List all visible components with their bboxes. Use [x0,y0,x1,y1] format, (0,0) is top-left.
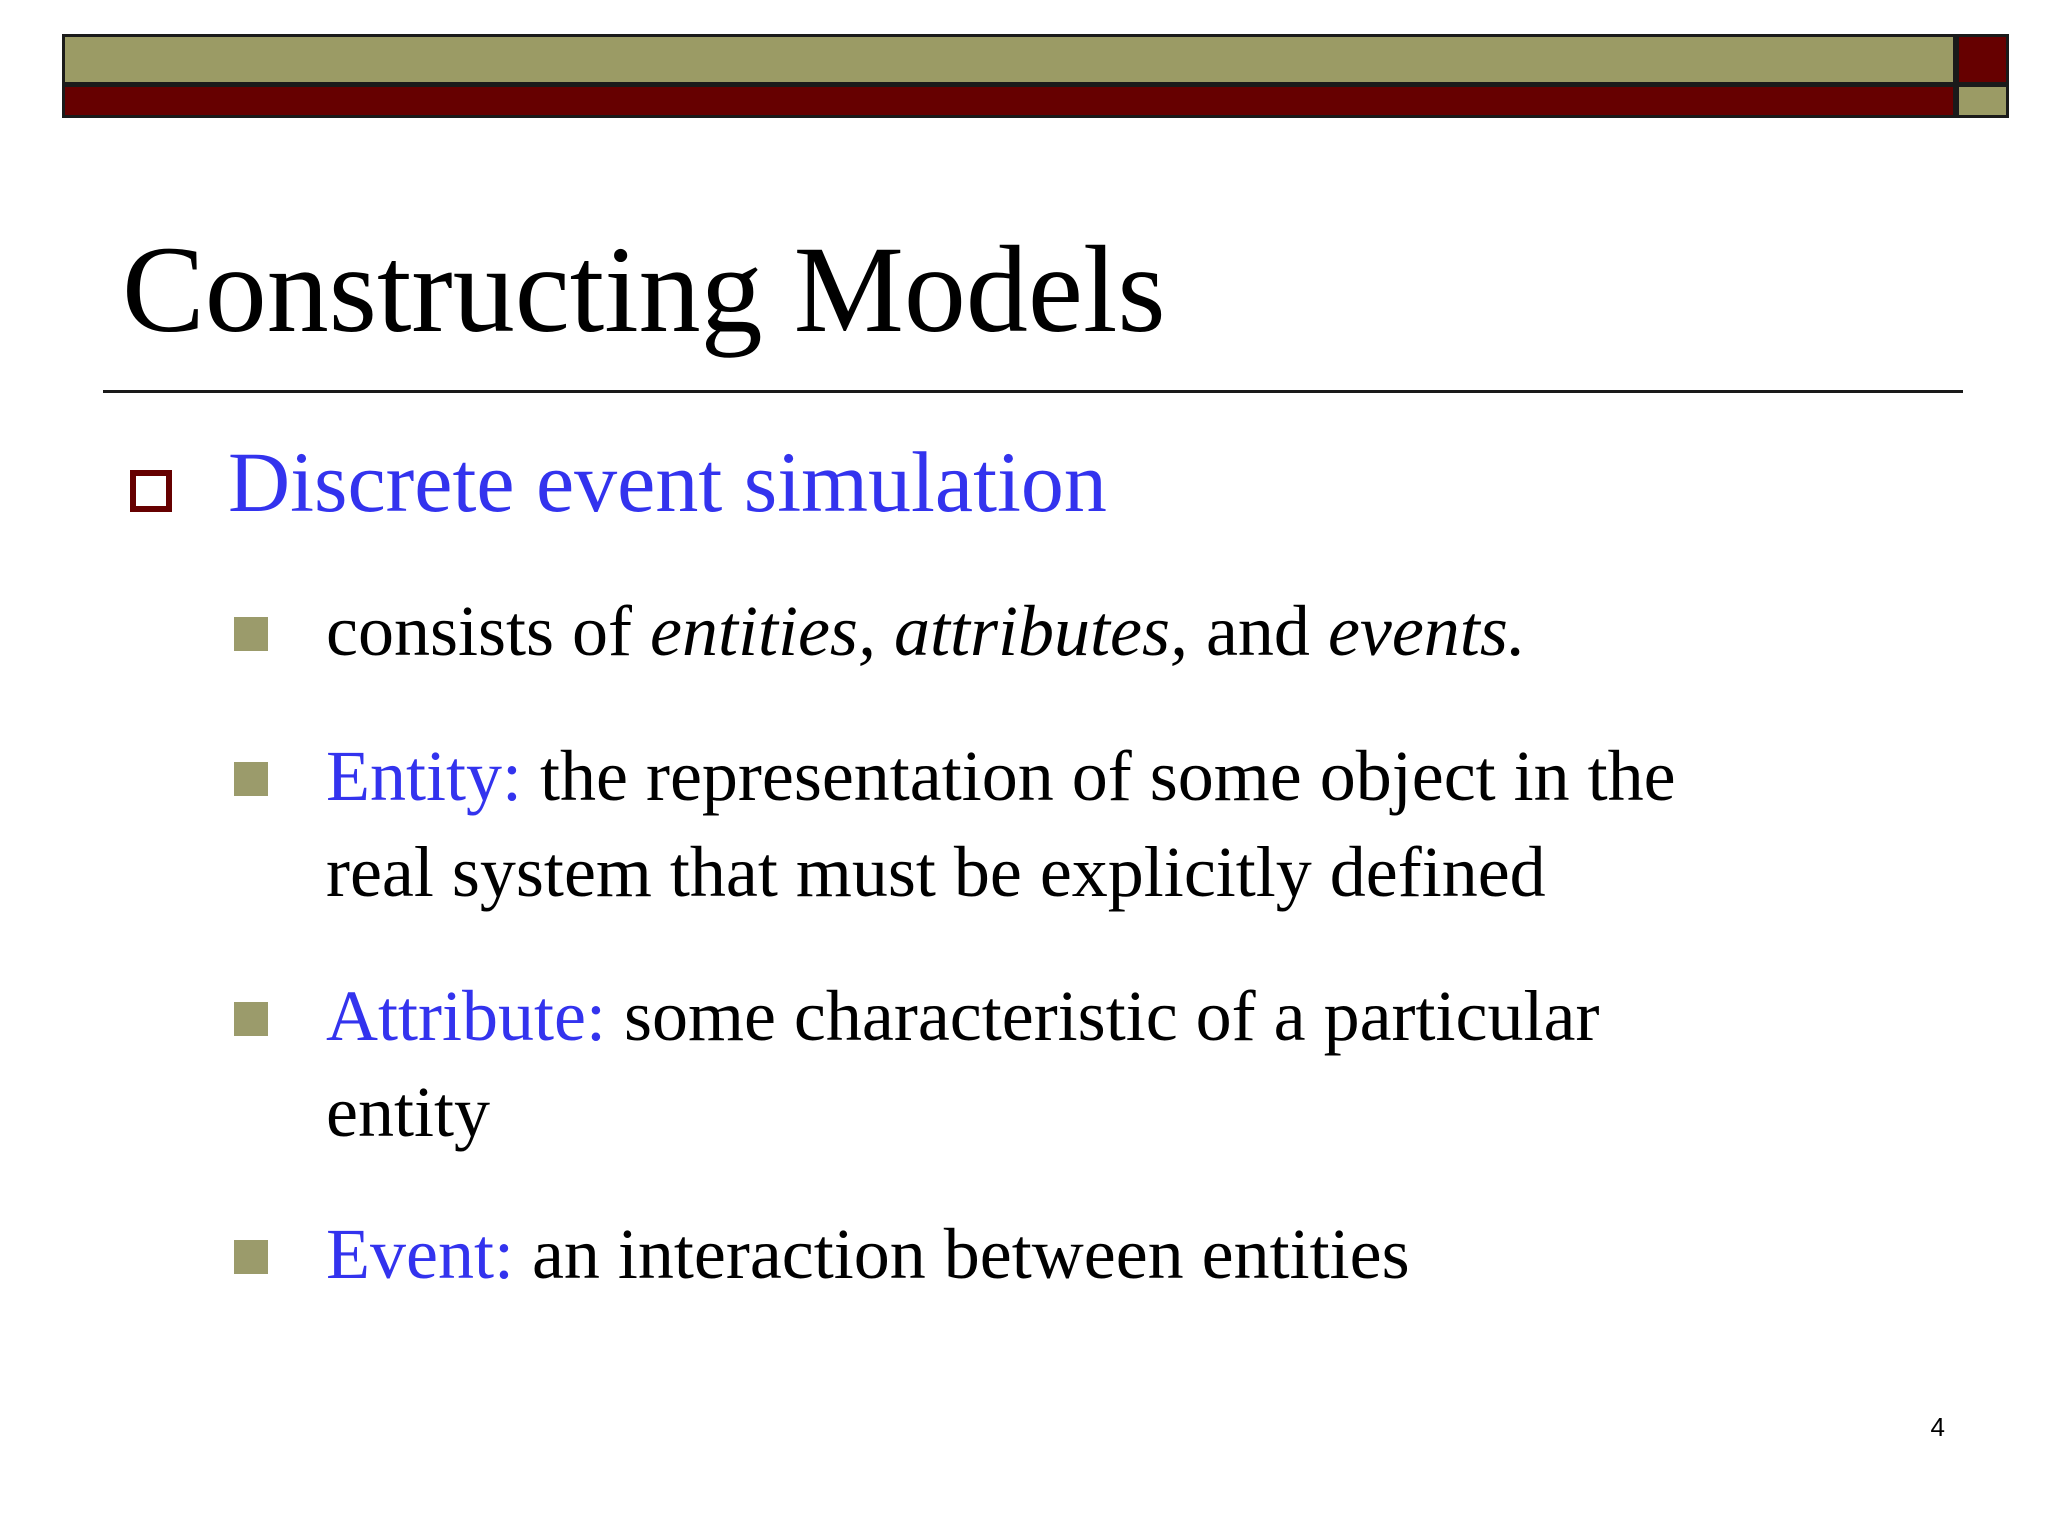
title-divider [103,390,1963,393]
heading-discrete-event-simulation: Discrete event simulation [228,434,1107,530]
square-bullet-icon [234,762,268,796]
bullet-entity [326,728,1676,824]
bullet-events-italic: events. [1327,591,1526,671]
header-bar-red [62,84,1956,118]
event-label: Event: [326,1214,514,1294]
page-number: 4 [1930,1412,1945,1442]
bullet-consists-of [326,583,1526,679]
bullet-consists-prefix: consists of [326,591,650,671]
bullet-event [326,1206,1410,1302]
attribute-definition-line1: some characteristic of a particular [605,976,1600,1056]
square-bullet-icon [234,1002,268,1036]
entity-definition-line1: the representation of some object in the [522,736,1676,816]
entity-label: Entity: [326,736,522,816]
hollow-square-bullet-icon [130,470,172,512]
bullet-and: and [1187,591,1328,671]
header-bar-olive [62,34,1956,85]
header-corner-olive [1956,84,2009,118]
attribute-label: Attribute: [326,976,606,1056]
slide-title: Constructing Models [122,221,1166,358]
square-bullet-icon [234,1240,268,1274]
entity-definition-line2: real system that must be explicitly defined [326,832,1546,912]
bullet-attribute [326,968,1599,1064]
header-corner-red [1956,34,2009,85]
bullet-terms-italic: entities, attributes, [650,591,1188,671]
attribute-definition-line2: entity [326,1072,490,1152]
square-bullet-icon [234,617,268,651]
event-definition: an interaction between entities [513,1214,1410,1294]
